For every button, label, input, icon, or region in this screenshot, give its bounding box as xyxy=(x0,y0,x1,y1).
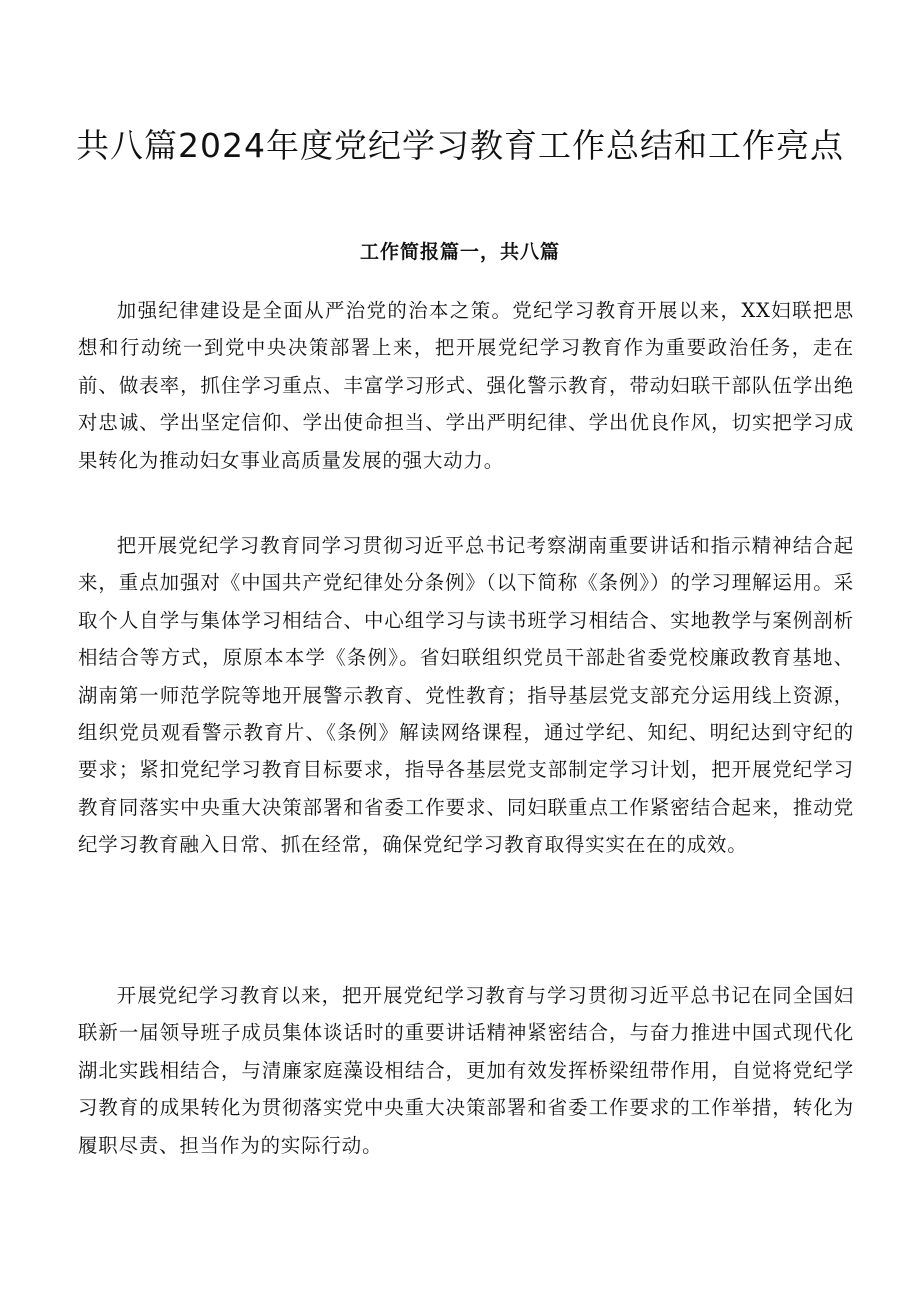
section-heading: 工作简报篇一，共八篇 xyxy=(359,241,560,263)
body-paragraph-2: 把开展党纪学习教育同学习贯彻习近平总书记考察湖南重要讲话和指示精神结合起来，重点加强对《中国共产党纪律处分条例》（以下简称《条例》）的学习理解运用。采取个人自学与集体学习相结合、中心组学习与读书班学习相结合、实地教学与案例剖析相结合等方式，原原本本学《条例》。省妇联组织党员干部赴省委党校廉政教育基地、湖南第一师范学院等地开展警示教育、党性教育；指导基层党支部充分运用线上资源，组织党员观看警示教育片、《条例》解读网络课程，通过学纪、知纪、明纪达到守纪的要求；紧扣党纪学习教育目标要求，指导各基层党支部制定学习计划，把开展党纪学习教育同落实中央重大决策部署和省委工作要求、同妇联重点工作紧密结合起来，推动党纪学习教育融入日常、抓在经常，确保党纪学习教育取得实实在在的成效。 xyxy=(78,534,854,857)
body-paragraph-3: 开展党纪学习教育以来，把开展党纪学习教育与学习贯彻习近平总书记在同全国妇联新一届领导班子成员集体谈话时的重要讲话精神紧密结合，与奋力推进中国式现代化湖北实践相结合，与清廉家庭藻设相结合，更加有效发挥桥梁纽带作用，自觉将党纪学习教育的成果转化为贯彻落实党中央重大决策部署和省委工作要求的工作举措，转化为履职尽责、担当作为的实际行动。 xyxy=(78,984,854,1157)
document-title: 共八篇2024年度党纪学习教育工作总结和工作亮点 xyxy=(76,126,844,165)
body-paragraph-1: 加强纪律建设是全面从严治党的治本之策。党纪学习教育开展以来，XX妇联把思想和行动统一到党中央决策部署上来，把开展党纪学习教育作为重要政治任务，走在前、做表率，抓住学习重点、丰富学习形式、强化警示教育，带动妇联干部队伍学出绝对忠诚、学出坚定信仰、学出使命担当、学出严明纪律、学出优良作风，切实把学习成果转化为推动妇女事业高质量发展的强大动力。 xyxy=(78,299,854,472)
